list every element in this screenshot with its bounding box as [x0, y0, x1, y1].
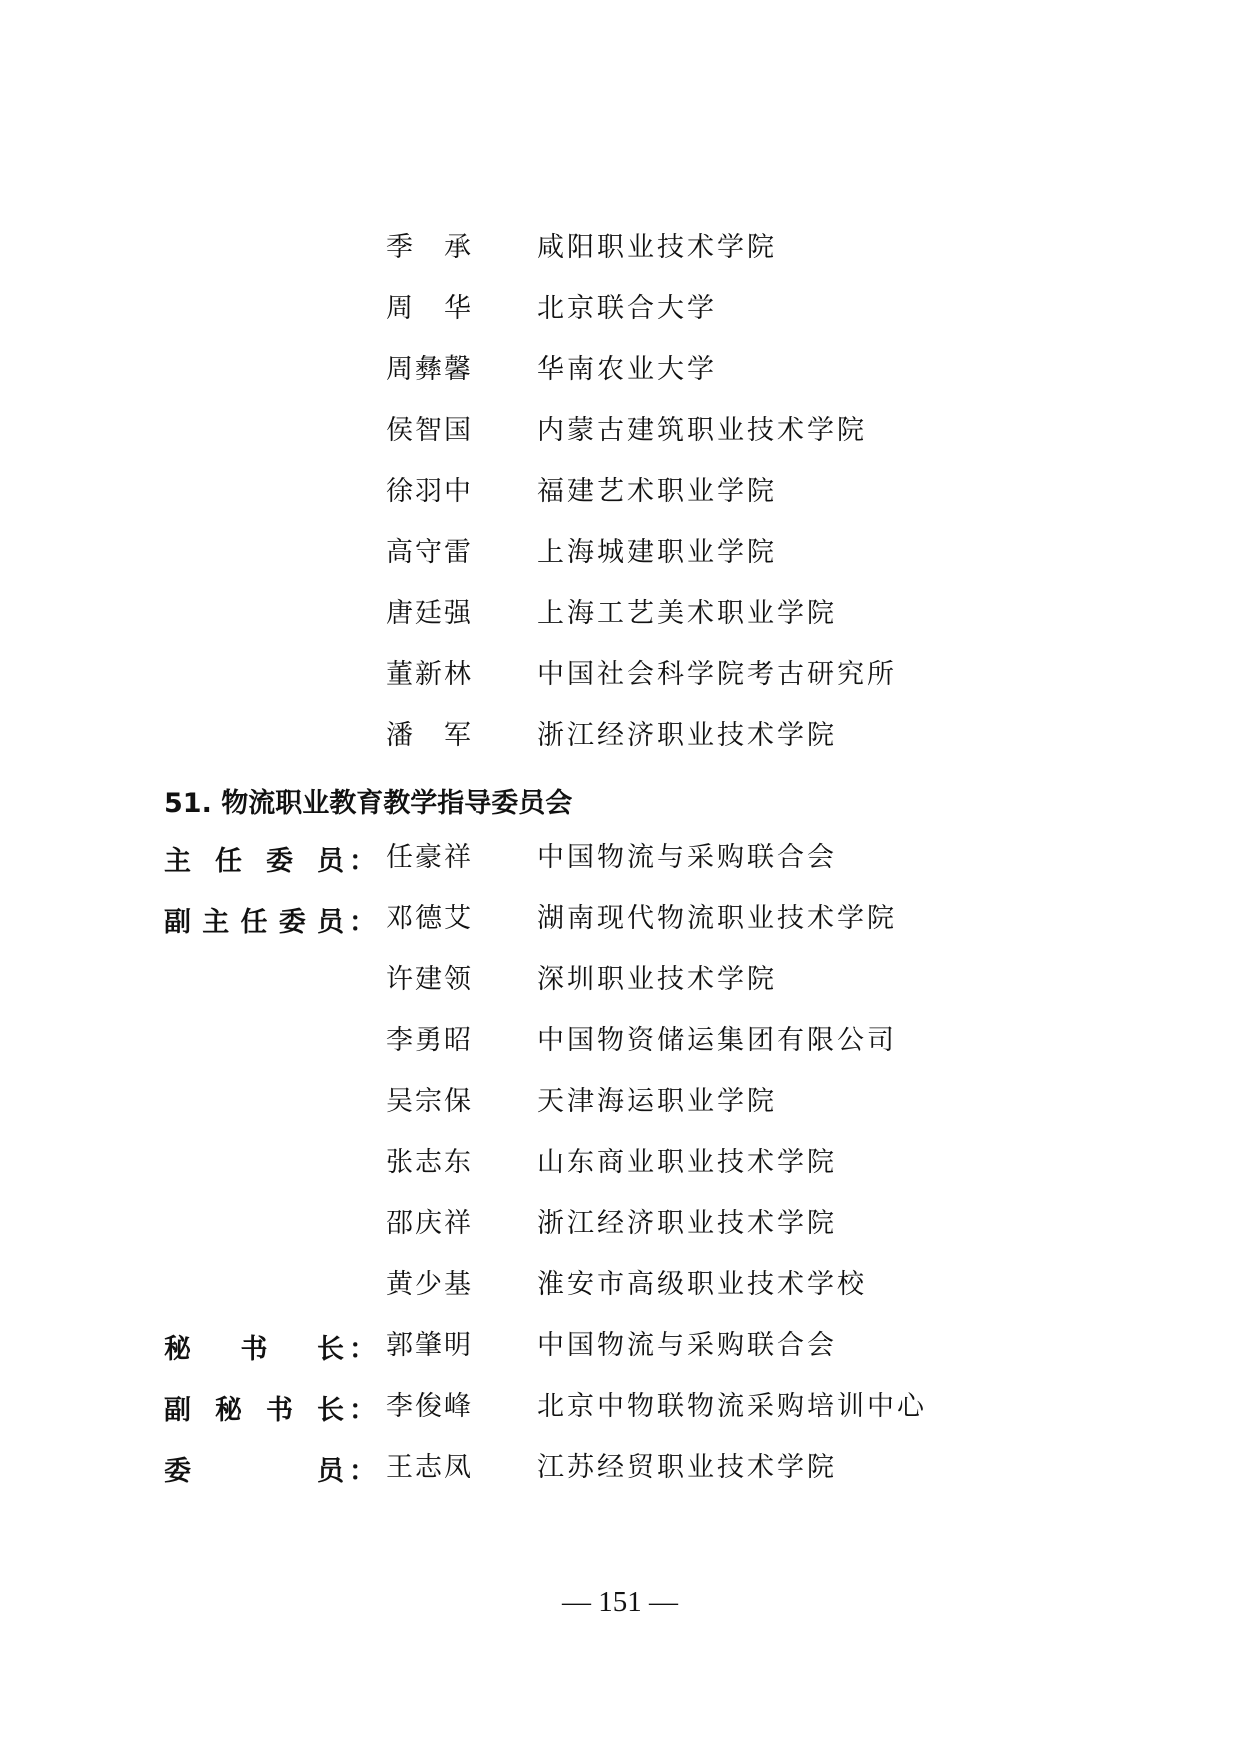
- role-label-deputy-director: [164, 895, 376, 943]
- member-name: 黄少基: [386, 1269, 473, 1300]
- role-colon: ：: [349, 1394, 376, 1426]
- member-org: 浙江经济职业技术学院: [537, 720, 837, 751]
- role-char: 任: [215, 845, 242, 877]
- member-name: 王志凤: [386, 1452, 473, 1483]
- member-name: 邓德艾: [386, 903, 473, 934]
- role-label-member: [164, 1444, 376, 1492]
- page-number: — 151 —: [562, 1586, 678, 1618]
- member-row: [0, 651, 1240, 699]
- member-org: 江苏经贸职业技术学院: [537, 1452, 837, 1483]
- deputy-director-row: [0, 1200, 1240, 1248]
- role-char: 长: [317, 1394, 344, 1426]
- member-org: 淮安市高级职业技术学校: [537, 1269, 867, 1300]
- role-colon: ：: [349, 906, 376, 938]
- member-name: 侯智国: [386, 415, 473, 446]
- role-colon: ：: [349, 1333, 376, 1365]
- member-row: [0, 346, 1240, 394]
- role-char: 副: [164, 906, 191, 938]
- member-name: 董新林: [386, 659, 473, 690]
- director-row: [0, 834, 1240, 882]
- member-org: 咸阳职业技术学院: [537, 232, 777, 263]
- role-char: 委: [278, 906, 306, 938]
- member-row: [0, 468, 1240, 516]
- member-org: 上海工艺美术职业学院: [537, 598, 837, 629]
- deputy-director-row: [0, 895, 1240, 943]
- member-name: 郭肇明: [386, 1330, 473, 1361]
- role-char: 秘: [215, 1394, 242, 1426]
- role-char: 副: [164, 1394, 191, 1426]
- member-org: 山东商业职业技术学院: [537, 1147, 837, 1178]
- member-name: 任豪祥: [386, 842, 473, 873]
- member-row: [0, 285, 1240, 333]
- role-char: 任: [240, 906, 268, 938]
- member-org: 中国物流与采购联合会: [537, 1330, 837, 1361]
- member-name: 高守雷: [386, 537, 473, 568]
- role-label-deputy-secretary-general: [164, 1383, 376, 1431]
- member-org: 中国社会科学院考古研究所: [537, 659, 897, 690]
- member-name: 李俊峰: [386, 1391, 473, 1422]
- role-char: 员: [317, 906, 344, 938]
- member-name: 李勇昭: [386, 1025, 473, 1056]
- role-colon: ：: [349, 845, 376, 877]
- member-name: 唐廷强: [386, 598, 473, 629]
- section-title: 51. 物流职业教育教学指导委员会: [164, 788, 573, 819]
- member-name: 邵庆祥: [386, 1208, 473, 1239]
- member-org: 湖南现代物流职业技术学院: [537, 903, 897, 934]
- member-name: 徐羽中: [386, 476, 473, 507]
- role-char: 书: [240, 1333, 268, 1365]
- member-org: 浙江经济职业技术学院: [537, 1208, 837, 1239]
- role-char: 主: [202, 906, 230, 938]
- member-org: 福建艺术职业学院: [537, 476, 777, 507]
- deputy-director-row: [0, 1261, 1240, 1309]
- member-org: 华南农业大学: [537, 354, 717, 385]
- role-char: 书: [266, 1394, 293, 1426]
- role-char: 秘: [164, 1333, 191, 1365]
- member-org: 北京联合大学: [537, 293, 717, 324]
- role-char: 委: [164, 1455, 191, 1487]
- member-name: 周 华: [386, 293, 473, 324]
- member-org: 北京中物联物流采购培训中心: [537, 1391, 927, 1422]
- role-char: 员: [317, 1455, 344, 1487]
- role-char: 员: [317, 845, 344, 877]
- member-name: 周彝馨: [386, 354, 473, 385]
- deputy-secretary-general-row: [0, 1383, 1240, 1431]
- member-name: 季 承: [386, 232, 473, 263]
- member-row: [0, 529, 1240, 577]
- member-name: 潘 军: [386, 720, 473, 751]
- member-name: 张志东: [386, 1147, 473, 1178]
- role-label-secretary-general: [164, 1322, 376, 1370]
- member-row: [0, 407, 1240, 455]
- member-row: [0, 712, 1240, 760]
- role-label-director: [164, 834, 376, 882]
- member-org: 中国物资储运集团有限公司: [537, 1025, 897, 1056]
- deputy-director-row: [0, 956, 1240, 1004]
- member-row: [0, 224, 1240, 272]
- member-row: [0, 590, 1240, 638]
- member-name: 吴宗保: [386, 1086, 473, 1117]
- secretary-general-row: [0, 1322, 1240, 1370]
- member-org: 中国物流与采购联合会: [537, 842, 837, 873]
- member-role-row: [0, 1444, 1240, 1492]
- deputy-director-row: [0, 1139, 1240, 1187]
- deputy-director-row: [0, 1017, 1240, 1065]
- member-org: 上海城建职业学院: [537, 537, 777, 568]
- role-char: 主: [164, 845, 191, 877]
- member-org: 内蒙古建筑职业技术学院: [537, 415, 867, 446]
- role-char: 长: [317, 1333, 344, 1365]
- member-org: 深圳职业技术学院: [537, 964, 777, 995]
- role-char: 委: [266, 845, 293, 877]
- role-colon: ：: [349, 1455, 376, 1487]
- deputy-director-row: [0, 1078, 1240, 1126]
- member-name: 许建领: [386, 964, 473, 995]
- member-org: 天津海运职业学院: [537, 1086, 777, 1117]
